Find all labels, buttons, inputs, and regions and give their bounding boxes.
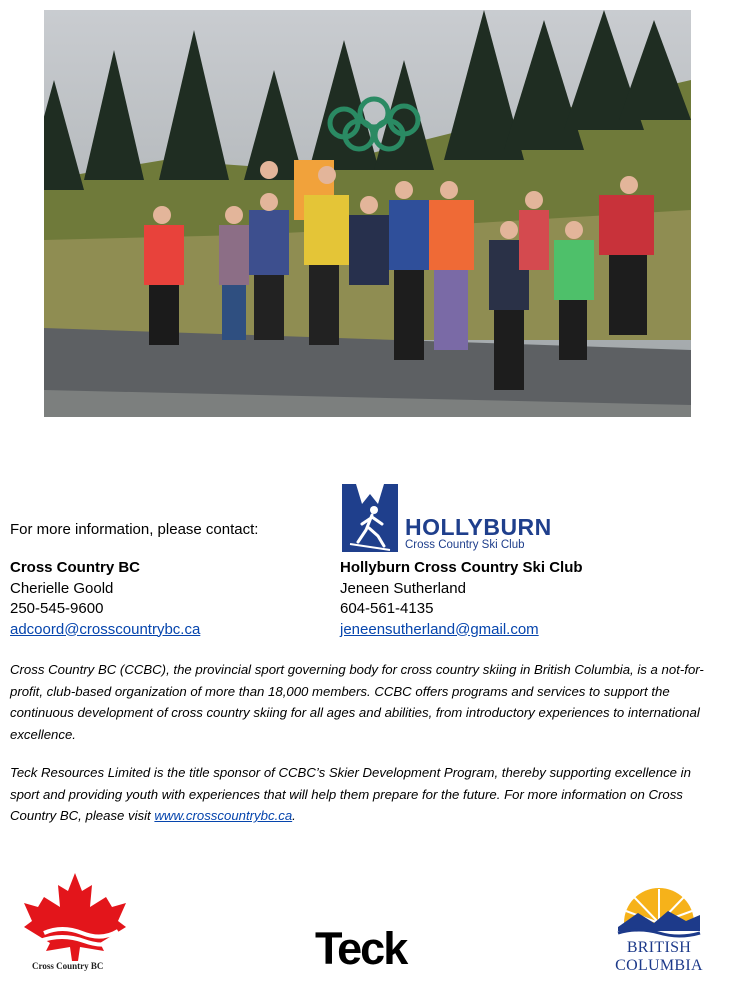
contact-intro: For more information, please contact: bbox=[10, 521, 259, 538]
teck-sponsor-paragraph bbox=[10, 762, 720, 827]
group-photo bbox=[44, 10, 691, 417]
contact-phone: 604-561-4135 bbox=[340, 600, 434, 617]
bc-logo-line1: BRITISH bbox=[626, 939, 692, 956]
hollyburn-wordmark: HOLLYBURN bbox=[405, 514, 552, 540]
group-photo-illustration bbox=[44, 10, 691, 417]
contact-email-link[interactable]: adcoord@crosscountrybc.ca bbox=[10, 620, 201, 638]
ccbc-logo-label: Cross Country BC bbox=[32, 961, 104, 971]
sun-mountains-icon bbox=[604, 883, 714, 939]
sponsor-text-end: . bbox=[292, 808, 296, 823]
sponsor-text: Teck Resources Limited is the title sponsor of CCBC’s Skier Development Program, thereby supporting excellence in sport and providing youth with experiences that will help them prepare for the future. For more information on Cross Country BC, please visit bbox=[10, 765, 691, 823]
ccbc-logo bbox=[22, 873, 128, 973]
contact-org: Cross Country BC bbox=[10, 559, 141, 576]
contact-ccbc bbox=[10, 558, 200, 640]
hollyburn-logo bbox=[342, 484, 552, 552]
contact-hollyburn bbox=[340, 558, 583, 640]
bc-logo-line2: COLUMBIA bbox=[615, 957, 703, 974]
website-link[interactable]: www.crosscountrybc.ca bbox=[154, 808, 293, 823]
contact-name: Jeneen Sutherland bbox=[340, 579, 466, 597]
contact-name: Cherielle Goold bbox=[10, 579, 114, 597]
maple-leaf-icon bbox=[22, 873, 128, 961]
teck-logo: Teck bbox=[315, 923, 407, 974]
hollyburn-subtitle: Cross Country Ski Club bbox=[405, 539, 525, 551]
skier-icon bbox=[342, 484, 398, 552]
contact-org: Hollyburn Cross Country Ski Club bbox=[340, 559, 583, 576]
british-columbia-logo bbox=[604, 883, 714, 983]
ccbc-description: Cross Country BC (CCBC), the provincial sport governing body for cross country skiing in British Columbia, is a not-for-profit, club-based organization of more than 18,000 members. CCBC offers programs and services to support the continuous development of cross country skiing for all ages and abilities, from introductory experiences to international excellence. bbox=[10, 662, 704, 742]
contact-phone: 250-545-9600 bbox=[10, 600, 104, 617]
contact-email-link[interactable]: jeneensutherland@gmail.com bbox=[340, 620, 539, 638]
